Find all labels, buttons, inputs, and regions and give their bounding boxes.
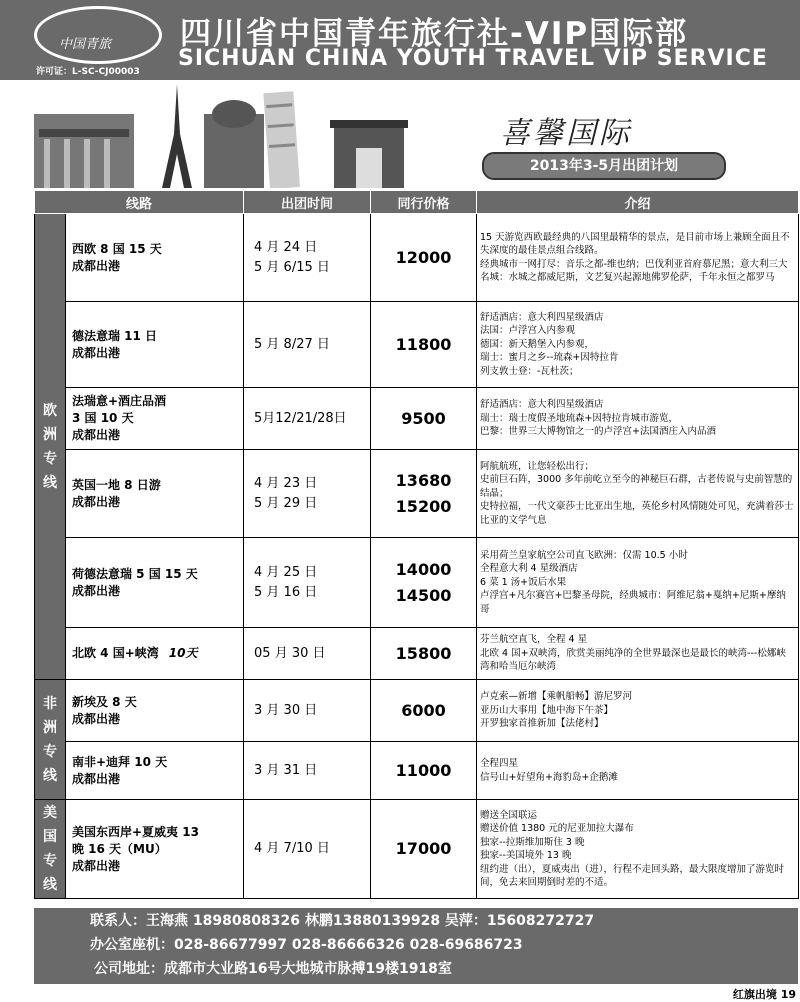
intro-cell-line: 史特拉福，一代文豪莎士比亚出生地，英伦乡村风情随处可见，充满着莎士比亚的文学气息 <box>480 501 794 526</box>
price-cell <box>371 742 477 800</box>
intro-cell <box>477 628 799 680</box>
region-char: 欧 <box>43 402 57 419</box>
region-cell <box>35 214 66 680</box>
route-cell-line: 成都出港 <box>72 494 121 509</box>
dates-cell-line: 5 月 16 日 <box>254 584 318 600</box>
dates-cell <box>244 538 371 628</box>
table-row <box>35 450 799 538</box>
plan-label: 2013年3-5月出团计划 <box>482 152 726 180</box>
price-cell-line: 15200 <box>395 496 452 516</box>
region-char: 专 <box>43 450 57 467</box>
header-dates: 出团时间 <box>244 191 371 214</box>
intro-cell <box>477 214 799 302</box>
intro-cell-line: 独家--拉斯维加斯住 3 晚 <box>480 836 585 848</box>
route-cell-line: 德法意瑞 11 日 <box>72 328 158 343</box>
tour-table <box>34 190 799 899</box>
dates-cell <box>244 388 371 450</box>
table-header-row <box>35 191 799 214</box>
route-cell-line: 英国一地 8 日游 <box>72 477 161 492</box>
footer-address: 公司地址：成都市大业路16号大地城市脉搏19楼1918室 <box>94 961 452 977</box>
intro-cell <box>477 742 799 800</box>
intro-cell-line: 卢浮宫+凡尔赛宫+巴黎圣母院，经典城市：阿维尼翁+戛纳+尼斯+摩纳哥 <box>480 590 786 615</box>
dates-cell-line: 3 月 31 日 <box>254 762 318 778</box>
price-cell <box>371 680 477 742</box>
dates-cell-line: 5 月 8/27 日 <box>254 336 330 352</box>
region-char: 洲 <box>43 719 57 736</box>
region-cell <box>35 680 66 800</box>
header <box>0 0 800 80</box>
company-title-en: SICHUAN CHINA YOUTH TRAVEL VIP SERVICE <box>178 46 768 71</box>
intro-cell-line: 全程四星 <box>480 758 519 769</box>
dates-cell-line: 4 月 7/10 日 <box>254 841 330 856</box>
route-cell-line: 3 国 10 天 <box>72 411 134 425</box>
table-row <box>35 388 799 450</box>
price-cell <box>371 302 477 388</box>
intro-cell-line: 赠送全国联运 <box>480 809 538 821</box>
price-cell <box>371 388 477 450</box>
route-cell-line: 南非+迪拜 10 天 <box>72 754 168 769</box>
route-cell-line: 成都出港 <box>72 711 121 726</box>
license-number: 许可证：L-SC-CJ00003 <box>36 67 140 77</box>
dates-cell-line: 05 月 30 日 <box>254 645 326 661</box>
table-row <box>35 800 799 899</box>
intro-cell-line: 列支敦士登：-瓦杜茨； <box>480 365 579 377</box>
dates-cell-line: 4 月 24 日 <box>254 239 318 255</box>
logo-text: 中国青旅 <box>59 37 112 52</box>
intro-cell-line: 瑞士：蜜月之乡--琉森+因特拉肯 <box>480 352 619 364</box>
intro-cell-line: 6 菜 1 汤+饭后水果 <box>480 576 567 588</box>
route-cell <box>66 800 244 899</box>
route-cell-line: 晚 16 天（MU） <box>72 841 167 856</box>
dates-cell-line: 3 月 30 日 <box>254 702 318 718</box>
intro-cell-line: 舒适酒店：意大利四星级酒店 <box>480 311 604 323</box>
dates-cell <box>244 214 371 302</box>
table-row <box>35 628 799 680</box>
logo <box>34 6 162 64</box>
intro-cell-line: 卢克索—新增【乘帆船畅】游尼罗河 <box>480 691 633 703</box>
price-cell-line: 12000 <box>395 247 452 267</box>
route-cell <box>66 450 244 538</box>
route-cell <box>66 680 244 742</box>
intro-cell-line: 北欧 4 国+双峡湾，欣赏美丽纯净的全世界最深也是最长的峡湾---松娜峡湾和哈当厄尔峡湾 <box>480 647 786 673</box>
intro-cell-line: 15 天游览西欧最经典的八国里最精华的景点，是目前市场上兼顾全面且不失深度的最佳景点组合线路。 <box>480 231 790 256</box>
dates-cell <box>244 302 371 388</box>
intro-cell-line: 赠送价值 1380 元的尼亚加拉大瀑布 <box>480 823 634 834</box>
intro-cell-line: 纽约进（出），夏威夷出（进），行程不走回头路，最大限度增加了游览时间，免去来回期倒时差的不适。 <box>480 863 785 888</box>
intro-cell-line: 巴黎：世界三大博物馆之一的卢浮宫+法国酒庄入内品酒 <box>480 426 716 438</box>
dates-cell-line: 4 月 25 日 <box>254 564 318 580</box>
footer-phones: 办公室座机：028-86677997 028-86666326 028-69686723 <box>90 937 523 953</box>
price-cell <box>371 450 477 538</box>
price-cell <box>371 628 477 680</box>
route-cell-line: 成都出港 <box>72 428 121 442</box>
price-cell-line: 9500 <box>401 408 446 428</box>
intro-cell <box>477 302 799 388</box>
intro-cell-line: 经典城市一网打尽：音乐之都-维也纳；巴伐利亚首府慕尼黑；意大利三大名城：水城之都威尼斯，文艺复兴起源地佛罗伦萨，千年永恒之都罗马 <box>480 258 788 283</box>
route-cell <box>66 628 244 680</box>
route-cell-line: 北欧 4 国+峡湾 10天 <box>72 646 198 660</box>
table-row <box>35 538 799 628</box>
dates-cell-line: 5 月 29 日 <box>254 495 318 511</box>
route-cell-line: 荷德法意瑞 5 国 15 天 <box>72 566 198 581</box>
dates-cell <box>244 800 371 899</box>
header-route: 线路 <box>35 191 244 214</box>
landmarks-image <box>34 84 504 188</box>
route-cell-line: 成都出港 <box>72 258 121 273</box>
route-cell <box>66 538 244 628</box>
intro-cell-line: 阿航航班，让您轻松出行； <box>480 460 595 472</box>
region-char: 专 <box>43 743 57 760</box>
route-cell <box>66 302 244 388</box>
price-cell-line: 14500 <box>395 585 452 605</box>
intro-cell <box>477 680 799 742</box>
footer-contacts: 联系人：王海燕 18980808326 林鹏13880139928 吴萍：15608272727 <box>90 913 595 929</box>
table-row <box>35 214 799 302</box>
dates-cell-line: 5月12/21/28日 <box>254 410 347 426</box>
route-cell-line: 成都出港 <box>72 345 121 360</box>
dates-cell-line: 5 月 6/15 日 <box>254 259 330 275</box>
price-cell-line: 11800 <box>395 334 452 354</box>
calligraphy-logo: 喜馨国际 <box>500 116 632 151</box>
region-char: 线 <box>43 474 57 491</box>
region-cell <box>35 800 66 899</box>
intro-cell-line: 芬兰航空直飞，全程 4 星 <box>480 634 588 646</box>
dates-cell <box>244 742 371 800</box>
region-char: 洲 <box>43 426 57 443</box>
intro-cell <box>477 388 799 450</box>
intro-cell-line: 独家--美国境外 13 晚 <box>480 850 572 861</box>
region-char: 线 <box>43 767 57 784</box>
dates-cell <box>244 450 371 538</box>
route-cell <box>66 388 244 450</box>
dates-cell-line: 4 月 23 日 <box>254 475 318 491</box>
intro-cell-line: 舒适酒店：意大利四星级酒店 <box>480 399 604 411</box>
price-cell-line: 13680 <box>395 470 452 490</box>
route-cell-line: 新埃及 8 天 <box>72 694 137 709</box>
route-cell-line: 法瑞意+酒庄品酒 <box>72 394 167 408</box>
intro-cell-line: 德国：新天鹅堡入内参观， <box>480 338 595 350</box>
region-char: 非 <box>43 695 57 712</box>
table-row <box>35 742 799 800</box>
intro-cell <box>477 800 799 899</box>
route-cell-line: 成都出港 <box>72 583 121 598</box>
route-cell-line: 美国东西岸+夏威夷 13 <box>72 824 199 839</box>
intro-cell-line: 瑞士：瑞士度假圣地琉森+因特拉肯城市游览， <box>480 412 678 424</box>
table-row <box>35 680 799 742</box>
route-extra: 10天 <box>168 646 198 660</box>
region-char: 国 <box>43 829 57 845</box>
route-cell-line: 成都出港 <box>72 858 121 873</box>
price-cell-line: 6000 <box>401 700 446 720</box>
region-char: 线 <box>43 877 57 893</box>
dates-cell <box>244 680 371 742</box>
intro-cell-line: 开罗独家首推新加【法佬村】 <box>480 718 604 730</box>
footer <box>34 908 798 984</box>
route-cell <box>66 742 244 800</box>
intro-cell-line: 采用荷兰皇家航空公司直飞欧洲：仅需 10.5 小时 <box>480 549 688 561</box>
price-cell-line: 15800 <box>395 643 452 663</box>
price-cell <box>371 538 477 628</box>
price-cell-line: 17000 <box>395 839 452 858</box>
intro-cell-line: 法国：卢浮宫入内参观 <box>480 325 576 337</box>
intro-cell <box>477 450 799 538</box>
page-number: 红旗出境 19 <box>732 988 796 1001</box>
route-cell-line: 成都出港 <box>72 771 121 786</box>
table-row <box>35 302 799 388</box>
header-intro: 介绍 <box>477 191 799 214</box>
intro-cell-line: 史前巨石阵，3000 多年前屹立至今的神秘巨石群，古老传说与史前智慧的结晶； <box>480 474 793 499</box>
dates-cell <box>244 628 371 680</box>
region-char: 美 <box>43 805 57 821</box>
route-cell <box>66 214 244 302</box>
intro-cell <box>477 538 799 628</box>
intro-cell-line: 信号山+好望角+海豹岛+企鹅滩 <box>480 771 618 783</box>
price-cell-line: 14000 <box>395 559 452 579</box>
price-cell-line: 11000 <box>395 760 452 780</box>
route-cell-line: 西欧 8 国 15 天 <box>72 241 162 256</box>
region-char: 专 <box>43 853 57 869</box>
header-price: 同行价格 <box>371 191 477 214</box>
price-cell <box>371 214 477 302</box>
company-title-cn: 四川省中国青年旅行社-VIP国际部 <box>180 16 689 52</box>
intro-cell-line: 亚历山大事用【地中海下午茶】 <box>480 704 614 716</box>
price-cell <box>371 800 477 899</box>
intro-cell-line: 全程意大利 4 星级酒店 <box>480 563 578 575</box>
